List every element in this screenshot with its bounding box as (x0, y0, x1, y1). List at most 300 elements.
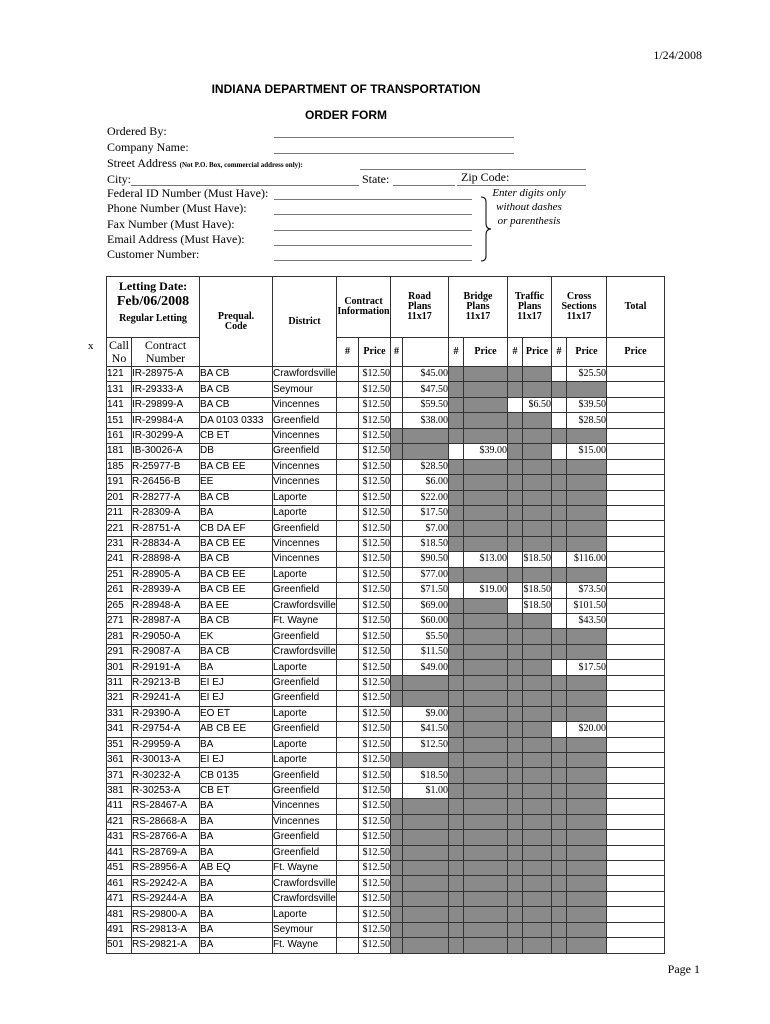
cross-price-cell (567, 706, 607, 721)
phone-field[interactable] (274, 214, 472, 215)
traffic-qty-input[interactable] (508, 552, 523, 567)
contract-number-cell: R-28905-A (132, 567, 200, 582)
road-qty-input[interactable] (391, 490, 403, 505)
cross-qty-input[interactable] (552, 660, 567, 675)
entry-note (484, 186, 574, 228)
district-cell: Seymour (273, 382, 337, 397)
traffic-qty-input[interactable] (508, 598, 523, 613)
road-qty-input[interactable] (391, 768, 403, 783)
ci-qty-input[interactable] (337, 691, 359, 706)
road-count-header: # (391, 338, 403, 367)
road-price-cell: $45.00 (403, 367, 449, 382)
cross-qty-input[interactable] (552, 444, 567, 459)
ci-qty-input[interactable] (337, 845, 359, 860)
bridge-qty-input (449, 567, 464, 582)
total-cell (607, 907, 665, 922)
ci-qty-input[interactable] (337, 737, 359, 752)
road-qty-input[interactable] (391, 722, 403, 737)
traffic-price-cell (523, 814, 552, 829)
ci-qty-input[interactable] (337, 722, 359, 737)
ci-price-cell: $12.50 (359, 583, 391, 598)
road-price-cell (403, 922, 449, 937)
prequal-cell: CB DA EF (200, 521, 273, 536)
letting-date: Feb/06/2008 (116, 294, 190, 309)
prequal-cell: BA CB EE (200, 536, 273, 551)
contract-number-cell: RS-29800-A (132, 907, 200, 922)
ci-qty-input[interactable] (337, 922, 359, 937)
road-price-cell (403, 845, 449, 860)
call-no-cell: 121 (107, 367, 132, 382)
cross-qty-input[interactable] (552, 722, 567, 737)
ci-qty-input[interactable] (337, 752, 359, 767)
cross-qty-input[interactable] (552, 397, 567, 412)
road-qty-input (391, 938, 403, 953)
bridge-price-cell (464, 567, 508, 582)
cross-qty-input[interactable] (552, 583, 567, 598)
bridge-price-cell (464, 737, 508, 752)
ci-qty-input[interactable] (337, 490, 359, 505)
cross-price-cell: $39.50 (567, 397, 607, 412)
district-cell: Greenfield (273, 444, 337, 459)
road-price-cell: $18.50 (403, 536, 449, 551)
federal-id-label: Federal ID Number (Must Have): (107, 186, 269, 200)
total-cell (607, 629, 665, 644)
bridge-qty-input[interactable] (449, 552, 464, 567)
total-cell (607, 505, 665, 520)
ci-qty-input[interactable] (337, 768, 359, 783)
road-qty-input[interactable] (391, 397, 403, 412)
cross-qty-input[interactable] (552, 598, 567, 613)
prequal-cell: BA CB EE (200, 583, 273, 598)
state-field[interactable] (393, 185, 455, 186)
cross-qty-input[interactable] (552, 552, 567, 567)
traffic-qty-input (508, 768, 523, 783)
table-row (107, 783, 665, 798)
bridge-price-cell (464, 397, 508, 412)
traffic-qty-input (508, 614, 523, 629)
cross-price-cell (567, 768, 607, 783)
district-cell: Greenfield (273, 722, 337, 737)
road-price-cell (403, 752, 449, 767)
letting-info (107, 277, 200, 338)
ci-qty-input[interactable] (337, 644, 359, 659)
bridge-qty-input[interactable] (449, 444, 464, 459)
call-no-cell: 501 (107, 938, 132, 953)
table-row (107, 814, 665, 829)
cross-qty-input (552, 382, 567, 397)
ci-qty-input[interactable] (337, 397, 359, 412)
bridge-qty-input (449, 660, 464, 675)
ci-qty-input[interactable] (337, 861, 359, 876)
road-qty-input[interactable] (391, 382, 403, 397)
prequal-cell: BA (200, 814, 273, 829)
table-row (107, 644, 665, 659)
road-qty-input[interactable] (391, 629, 403, 644)
total-cell (607, 614, 665, 629)
cross-price-cell: $43.50 (567, 614, 607, 629)
road-price-cell (403, 876, 449, 891)
contract-number-cell: R-28751-A (132, 521, 200, 536)
call-no-cell: 341 (107, 722, 132, 737)
ci-price-cell: $12.50 (359, 722, 391, 737)
letting-type: Regular Letting (119, 313, 187, 324)
email-field[interactable] (274, 245, 472, 246)
road-price-cell: $7.00 (403, 521, 449, 536)
ci-qty-input[interactable] (337, 660, 359, 675)
ci-price-cell: $12.50 (359, 614, 391, 629)
ci-price-cell: $12.50 (359, 891, 391, 906)
district-cell: Ft. Wayne (273, 938, 337, 953)
road-qty-input[interactable] (391, 536, 403, 551)
total-cell (607, 814, 665, 829)
prequal-cell: BA (200, 830, 273, 845)
traffic-price-cell (523, 475, 552, 490)
cross-price-cell (567, 799, 607, 814)
customer-number-field[interactable] (274, 260, 472, 261)
call-no-cell: 221 (107, 521, 132, 536)
cross-qty-input (552, 907, 567, 922)
ci-qty-input[interactable] (337, 783, 359, 798)
table-row (107, 397, 665, 412)
total-header: Total (607, 277, 665, 338)
ci-price-cell: $12.50 (359, 830, 391, 845)
district-cell: Laporte (273, 490, 337, 505)
contract-number-header: Contract Number (132, 338, 200, 367)
traffic-price-cell (523, 891, 552, 906)
traffic-qty-input (508, 490, 523, 505)
bridge-qty-input (449, 907, 464, 922)
bridge-price-cell (464, 521, 508, 536)
street-label: Street Address (Not P.O. Box, commercial address only): (107, 156, 303, 170)
bridge-qty-input (449, 475, 464, 490)
ci-qty-input[interactable] (337, 629, 359, 644)
ci-price-cell: $12.50 (359, 814, 391, 829)
traffic-price-cell (523, 830, 552, 845)
ci-qty-input[interactable] (337, 459, 359, 474)
federal-id-field[interactable] (274, 199, 472, 200)
road-qty-input[interactable] (391, 706, 403, 721)
contract-number-cell: R-29050-A (132, 629, 200, 644)
district-cell: Vincennes (273, 799, 337, 814)
table-row (107, 891, 665, 906)
cross-qty-input[interactable] (552, 367, 567, 382)
bridge-price-cell (464, 799, 508, 814)
ci-price-cell: $12.50 (359, 552, 391, 567)
table-row (107, 552, 665, 567)
contract-number-cell: R-25977-B (132, 459, 200, 474)
cross-qty-input (552, 768, 567, 783)
district-cell: Vincennes (273, 552, 337, 567)
road-price-cell: $38.00 (403, 413, 449, 428)
road-qty-input (391, 876, 403, 891)
traffic-price-cell (523, 459, 552, 474)
total-cell (607, 938, 665, 953)
cross-price-cell (567, 783, 607, 798)
contract-number-cell: R-29213-B (132, 675, 200, 690)
ci-qty-input[interactable] (337, 830, 359, 845)
bridge-price-cell (464, 830, 508, 845)
cross-qty-input (552, 536, 567, 551)
contract-number-cell: IR-29984-A (132, 413, 200, 428)
road-qty-input (391, 691, 403, 706)
total-cell (607, 413, 665, 428)
road-price-cell (403, 907, 449, 922)
cross-price-cell (567, 505, 607, 520)
road-qty-input[interactable] (391, 660, 403, 675)
road-qty-input[interactable] (391, 475, 403, 490)
call-no-cell: 201 (107, 490, 132, 505)
ci-qty-input[interactable] (337, 552, 359, 567)
ci-qty-input[interactable] (337, 814, 359, 829)
ci-qty-input[interactable] (337, 413, 359, 428)
call-no-cell: 181 (107, 444, 132, 459)
bridge-qty-input (449, 505, 464, 520)
road-qty-input[interactable] (391, 567, 403, 582)
traffic-price-cell (523, 768, 552, 783)
ci-qty-input[interactable] (337, 536, 359, 551)
table-row (107, 660, 665, 675)
bridge-qty-input (449, 536, 464, 551)
bridge-price-cell (464, 922, 508, 937)
company-field[interactable] (274, 153, 514, 154)
road-qty-input[interactable] (391, 552, 403, 567)
ci-price-cell: $12.50 (359, 598, 391, 613)
ci-qty-input[interactable] (337, 475, 359, 490)
prequal-cell: BA CB (200, 382, 273, 397)
table-row (107, 413, 665, 428)
traffic-price-cell (523, 629, 552, 644)
traffic-qty-input[interactable] (508, 397, 523, 412)
bridge-qty-input (449, 691, 464, 706)
road-price-cell: $77.00 (403, 567, 449, 582)
ci-price-cell: $12.50 (359, 459, 391, 474)
traffic-price-cell (523, 706, 552, 721)
bridge-qty-input (449, 629, 464, 644)
road-price-cell: $22.00 (403, 490, 449, 505)
traffic-price-cell (523, 876, 552, 891)
traffic-qty-input (508, 691, 523, 706)
road-price-cell: $1.00 (403, 783, 449, 798)
cross-qty-input (552, 475, 567, 490)
road-qty-input[interactable] (391, 598, 403, 613)
ci-qty-input[interactable] (337, 799, 359, 814)
ci-price-cell: $12.50 (359, 413, 391, 428)
total-cell (607, 567, 665, 582)
bridge-qty-input (449, 737, 464, 752)
cross-price-cell (567, 938, 607, 953)
traffic-price-cell (523, 861, 552, 876)
road-qty-input[interactable] (391, 413, 403, 428)
bridge-price-cell (464, 660, 508, 675)
total-cell (607, 428, 665, 443)
road-qty-input (391, 861, 403, 876)
ci-price-cell: $12.50 (359, 799, 391, 814)
prequal-cell: BA (200, 938, 273, 953)
ci-qty-input[interactable] (337, 614, 359, 629)
bridge-qty-input (449, 382, 464, 397)
cross-qty-input (552, 521, 567, 536)
total-cell (607, 891, 665, 906)
ci-qty-input[interactable] (337, 444, 359, 459)
traffic-qty-input (508, 861, 523, 876)
bridge-plans-header: Bridge Plans 11x17 (449, 277, 508, 338)
traffic-price-cell (523, 382, 552, 397)
table-row (107, 490, 665, 505)
prequal-cell: CB ET (200, 783, 273, 798)
road-qty-input (391, 907, 403, 922)
table-row (107, 614, 665, 629)
road-price-cell: $59.50 (403, 397, 449, 412)
ordered-by-field[interactable] (274, 137, 514, 138)
total-cell (607, 675, 665, 690)
road-price-header (403, 338, 449, 367)
traffic-count-header: # (508, 338, 523, 367)
ci-qty-input[interactable] (337, 367, 359, 382)
road-price-cell: $71.50 (403, 583, 449, 598)
cross-price-cell: $73.50 (567, 583, 607, 598)
cross-qty-input[interactable] (552, 413, 567, 428)
agency-title: INDIANA DEPARTMENT OF TRANSPORTATION (211, 82, 481, 96)
road-qty-input (391, 845, 403, 860)
fax-field[interactable] (274, 230, 472, 231)
table-row (107, 845, 665, 860)
ci-qty-input[interactable] (337, 907, 359, 922)
ci-qty-input[interactable] (337, 583, 359, 598)
cross-price-cell (567, 475, 607, 490)
bridge-price-cell (464, 845, 508, 860)
ci-price-cell: $12.50 (359, 660, 391, 675)
traffic-qty-input (508, 629, 523, 644)
road-qty-input (391, 675, 403, 690)
total-cell (607, 583, 665, 598)
traffic-qty-input (508, 814, 523, 829)
city-label: City: (107, 172, 132, 186)
traffic-price-cell (523, 367, 552, 382)
total-price-header: Price (607, 338, 665, 367)
road-price-cell (403, 830, 449, 845)
ci-qty-input[interactable] (337, 382, 359, 397)
ci-qty-input[interactable] (337, 521, 359, 536)
call-no-cell: 261 (107, 583, 132, 598)
bridge-price-cell (464, 814, 508, 829)
ci-qty-input[interactable] (337, 891, 359, 906)
bridge-price-cell (464, 938, 508, 953)
district-cell: Greenfield (273, 768, 337, 783)
ci-price-cell: $12.50 (359, 675, 391, 690)
total-cell (607, 397, 665, 412)
total-cell (607, 876, 665, 891)
contract-number-cell: R-29191-A (132, 660, 200, 675)
road-qty-input[interactable] (391, 459, 403, 474)
road-price-cell: $17.50 (403, 505, 449, 520)
cross-price-cell: $101.50 (567, 598, 607, 613)
road-qty-input[interactable] (391, 583, 403, 598)
ci-qty-input[interactable] (337, 428, 359, 443)
cross-price-cell (567, 459, 607, 474)
road-price-cell: $49.00 (403, 660, 449, 675)
contract-number-cell: R-30232-A (132, 768, 200, 783)
ci-price-cell: $12.50 (359, 691, 391, 706)
traffic-price-cell (523, 536, 552, 551)
cross-price-cell (567, 922, 607, 937)
road-qty-input[interactable] (391, 783, 403, 798)
form-title: ORDER FORM (305, 108, 387, 122)
bridge-price-cell: $19.00 (464, 583, 508, 598)
cross-price-cell (567, 737, 607, 752)
district-cell: Crawfordsville (273, 644, 337, 659)
traffic-qty-input (508, 722, 523, 737)
total-cell (607, 598, 665, 613)
table-row (107, 428, 665, 443)
bridge-qty-input (449, 397, 464, 412)
cross-price-cell (567, 521, 607, 536)
bridge-price-cell (464, 783, 508, 798)
ci-qty-input[interactable] (337, 706, 359, 721)
total-cell (607, 845, 665, 860)
cross-qty-input (552, 861, 567, 876)
cross-qty-input[interactable] (552, 614, 567, 629)
ci-qty-input[interactable] (337, 505, 359, 520)
contract-number-cell: R-28948-A (132, 598, 200, 613)
ci-price-cell: $12.50 (359, 876, 391, 891)
cross-price-cell: $28.50 (567, 413, 607, 428)
road-qty-input[interactable] (391, 644, 403, 659)
total-cell (607, 722, 665, 737)
contract-number-cell: R-26456-B (132, 475, 200, 490)
ci-qty-input[interactable] (337, 876, 359, 891)
cross-sections-header: Cross Sections 11x17 (552, 277, 607, 338)
district-cell: Greenfield (273, 583, 337, 598)
call-no-cell: 461 (107, 876, 132, 891)
contract-number-cell: IR-29333-A (132, 382, 200, 397)
district-header: District (273, 277, 337, 367)
cross-qty-input (552, 938, 567, 953)
cross-qty-input (552, 675, 567, 690)
traffic-price-cell (523, 567, 552, 582)
road-qty-input[interactable] (391, 614, 403, 629)
road-qty-input[interactable] (391, 505, 403, 520)
traffic-price-cell (523, 737, 552, 752)
prequal-cell: EO ET (200, 706, 273, 721)
ci-qty-input[interactable] (337, 567, 359, 582)
ci-qty-input[interactable] (337, 938, 359, 953)
bridge-price-cell: $39.00 (464, 444, 508, 459)
bridge-qty-input[interactable] (449, 583, 464, 598)
road-qty-input[interactable] (391, 521, 403, 536)
ci-price-cell: $12.50 (359, 521, 391, 536)
bridge-qty-input (449, 459, 464, 474)
traffic-qty-input[interactable] (508, 583, 523, 598)
bridge-qty-input (449, 428, 464, 443)
total-cell (607, 706, 665, 721)
bridge-price-cell (464, 459, 508, 474)
road-qty-input[interactable] (391, 737, 403, 752)
table-row (107, 521, 665, 536)
road-qty-input[interactable] (391, 367, 403, 382)
district-cell: Greenfield (273, 413, 337, 428)
ci-price-cell: $12.50 (359, 444, 391, 459)
prequal-cell: DB (200, 444, 273, 459)
ci-qty-input[interactable] (337, 598, 359, 613)
bridge-price-cell (464, 644, 508, 659)
contract-number-cell: R-29390-A (132, 706, 200, 721)
entry-note-line: Enter digits only (492, 187, 566, 199)
ci-price-cell: $12.50 (359, 752, 391, 767)
ci-qty-input[interactable] (337, 675, 359, 690)
prequal-cell: BA (200, 907, 273, 922)
contract-number-cell: R-29241-A (132, 691, 200, 706)
prequal-cell: AB EQ (200, 861, 273, 876)
